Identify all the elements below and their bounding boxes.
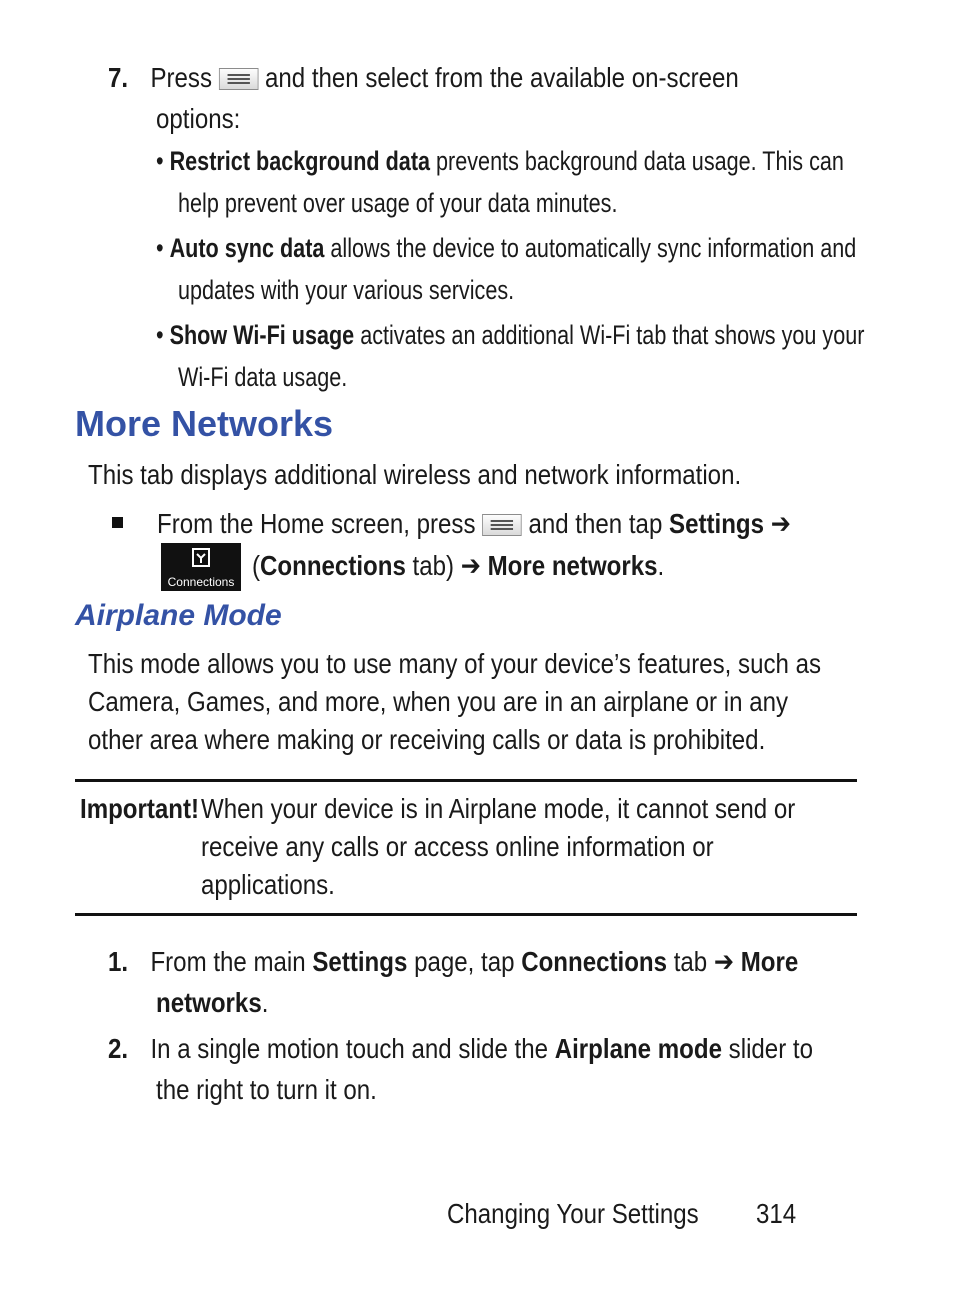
connections-glyph-icon xyxy=(191,547,211,569)
section-heading-more-networks: More Networks xyxy=(75,403,334,444)
important-line-1: When your device is in Airplane mode, it cannot send or xyxy=(201,793,796,824)
subsection-heading-airplane-mode: Airplane Mode xyxy=(75,599,282,632)
step-number: 7. xyxy=(108,62,129,93)
step-7-line-2: options: xyxy=(156,103,241,134)
footer-section-title: Changing Your Settings xyxy=(447,1198,699,1229)
airplane-para-line-2: Camera, Games, and more, when you are in an airplane or in any xyxy=(88,686,789,717)
bullet-auto-sync-cont: updates with your various services. xyxy=(178,275,515,305)
footer-page-number: 314 xyxy=(756,1198,797,1229)
airplane-step-2-line-1: 2. In a single motion touch and slide the Airplane mode slider to xyxy=(108,1033,813,1064)
important-line-3: applications. xyxy=(201,869,335,900)
square-bullet-icon xyxy=(112,517,123,528)
step-7-line-1: 7. Press and then select from the available on-screen xyxy=(108,62,739,93)
bullet-auto-sync: • Auto sync data allows the device to automatically sync information and xyxy=(156,233,857,263)
more-networks-intro: This tab displays additional wireless and network information. xyxy=(88,459,742,490)
important-label: Important! xyxy=(80,793,200,824)
bullet-restrict-background-cont: help prevent over usage of your data minutes. xyxy=(178,188,618,218)
airplane-para-line-3: other area where making or receiving calls or data is prohibited. xyxy=(88,724,766,755)
nav-instruction-line-2: (Connections tab) ➔ More networks. xyxy=(252,550,665,581)
bullet-restrict-background: • Restrict background data prevents background data usage. This can xyxy=(156,146,844,176)
bullet-show-wifi-cont: Wi-Fi data usage. xyxy=(178,362,348,392)
airplane-step-1-line-2: networks. xyxy=(156,987,269,1018)
airplane-para-line-1: This mode allows you to use many of your device’s features, such as xyxy=(88,648,822,679)
airplane-step-2-line-2: the right to turn it on. xyxy=(156,1074,377,1105)
important-bottom-rule xyxy=(75,913,857,916)
menu-key-icon xyxy=(482,514,522,536)
important-top-rule xyxy=(75,779,857,782)
menu-key-icon xyxy=(219,68,259,90)
connections-tab-icon: Connections xyxy=(161,543,241,591)
bullet-show-wifi: • Show Wi-Fi usage activates an additional Wi-Fi tab that shows you your xyxy=(156,320,865,350)
important-line-2: receive any calls or access online information or xyxy=(201,831,714,862)
airplane-step-1-line-1: 1. From the main Settings page, tap Connections tab ➔ More xyxy=(108,946,799,977)
nav-instruction-line-1: From the Home screen, press and then tap Settings ➔ xyxy=(157,508,791,539)
